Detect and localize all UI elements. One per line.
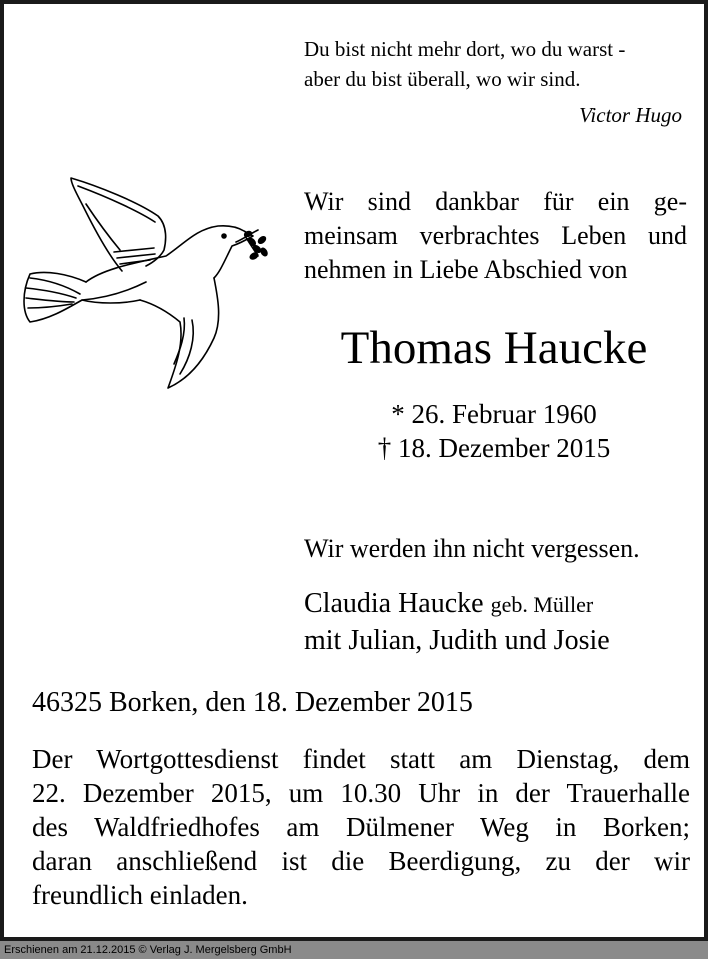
quote-author: Victor Hugo (579, 103, 682, 127)
dove-with-olive-branch-icon (18, 174, 268, 392)
service-line: daran anschließend ist die Beerdigung, zu der wir (32, 846, 690, 876)
footer-bar (0, 941, 708, 959)
service-line: des Waldfriedhofes am Dülmener Weg in Borken; (32, 812, 690, 842)
service-line: Der Wortgottesdienst findet statt am Dienstag, dem (32, 744, 690, 774)
life-dates (294, 397, 694, 465)
deceased-name: Thomas Haucke (340, 322, 648, 374)
intro-line: meinsam verbrachtes Leben und (304, 221, 687, 250)
service-line: 22. Dezember 2015, um 10.30 Uhr in der Trauerhalle (32, 778, 690, 808)
maiden-name: geb. Müller (490, 592, 594, 617)
mourner-name: Claudia Haucke (304, 588, 484, 619)
intro-text (304, 185, 687, 287)
remembrance-text: Wir werden ihn nicht vergessen. (304, 534, 640, 563)
quote-text (304, 34, 689, 94)
death-date: † 18. Dezember 2015 (377, 433, 611, 463)
intro-line: Wir sind dankbar für ein ge- (304, 187, 687, 216)
mourners-block (304, 586, 610, 659)
quote-line: Du bist nicht mehr dort, wo du warst - (304, 37, 626, 61)
service-line: freundlich einladen. (32, 880, 248, 910)
mourner-family: mit Julian, Judith und Josie (304, 625, 610, 656)
place-date: 46325 Borken, den 18. Dezember 2015 (32, 687, 473, 718)
service-info (32, 742, 690, 912)
birth-date: * 26. Februar 1960 (391, 399, 597, 429)
quote-line: aber du bist überall, wo wir sind. (304, 67, 581, 91)
mourner-name-row (304, 586, 610, 623)
publication-note: Erschienen am 21.12.2015 © Verlag J. Mergelsberg GmbH (4, 944, 292, 956)
intro-line: nehmen in Liebe Abschied von (304, 255, 628, 284)
